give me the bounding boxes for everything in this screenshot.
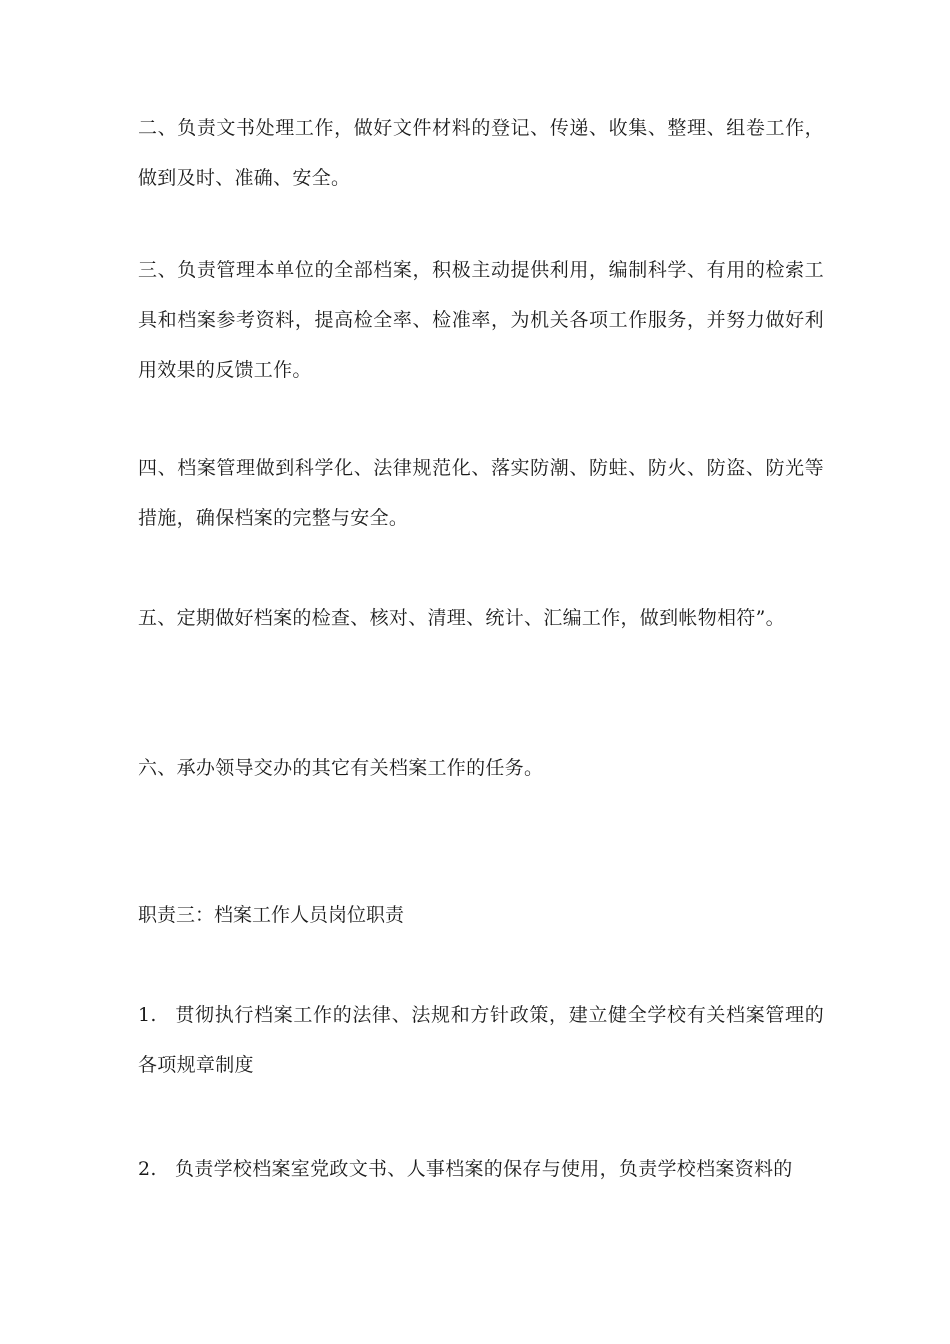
paragraph-duty-5: 五、定期做好档案的检查、核对、清理、统计、汇编工作，做到帐物相符”。 [138,607,785,629]
item-number: 2. [138,1158,157,1180]
numbered-item-1 [138,990,824,1090]
section-heading: 职责三：档案工作人员岗位职责 [138,904,405,926]
item-text: 贯彻执行档案工作的法律、法规和方针政策，建立健全学校有关档案管理的各项规章制度 [138,1004,824,1076]
numbered-item-2 [138,1144,824,1194]
item-number: 1. [138,1004,157,1026]
paragraph-duty-3: 三、负责管理本单位的全部档案，积极主动提供利用，编制科学、有用的检索工具和档案参考资料，提高检全率、检准率，为机关各项工作服务，并努力做好利用效果的反馈工作。 [138,259,824,381]
item-text: 负责学校档案室党政文书、人事档案的保存与使用，负责学校档案资料的 [175,1158,793,1180]
paragraph-duty-6: 六、承办领导交办的其它有关档案工作的任务。 [138,757,544,779]
paragraph-duty-4: 四、档案管理做到科学化、法律规范化、落实防潮、防蛀、防火、防盗、防光等措施，确保档案的完整与安全。 [138,457,824,529]
paragraph-duty-2: 二、负责文书处理工作，做好文件材料的登记、传递、收集、整理、组卷工作，做到及时、准确、安全。 [138,117,824,189]
